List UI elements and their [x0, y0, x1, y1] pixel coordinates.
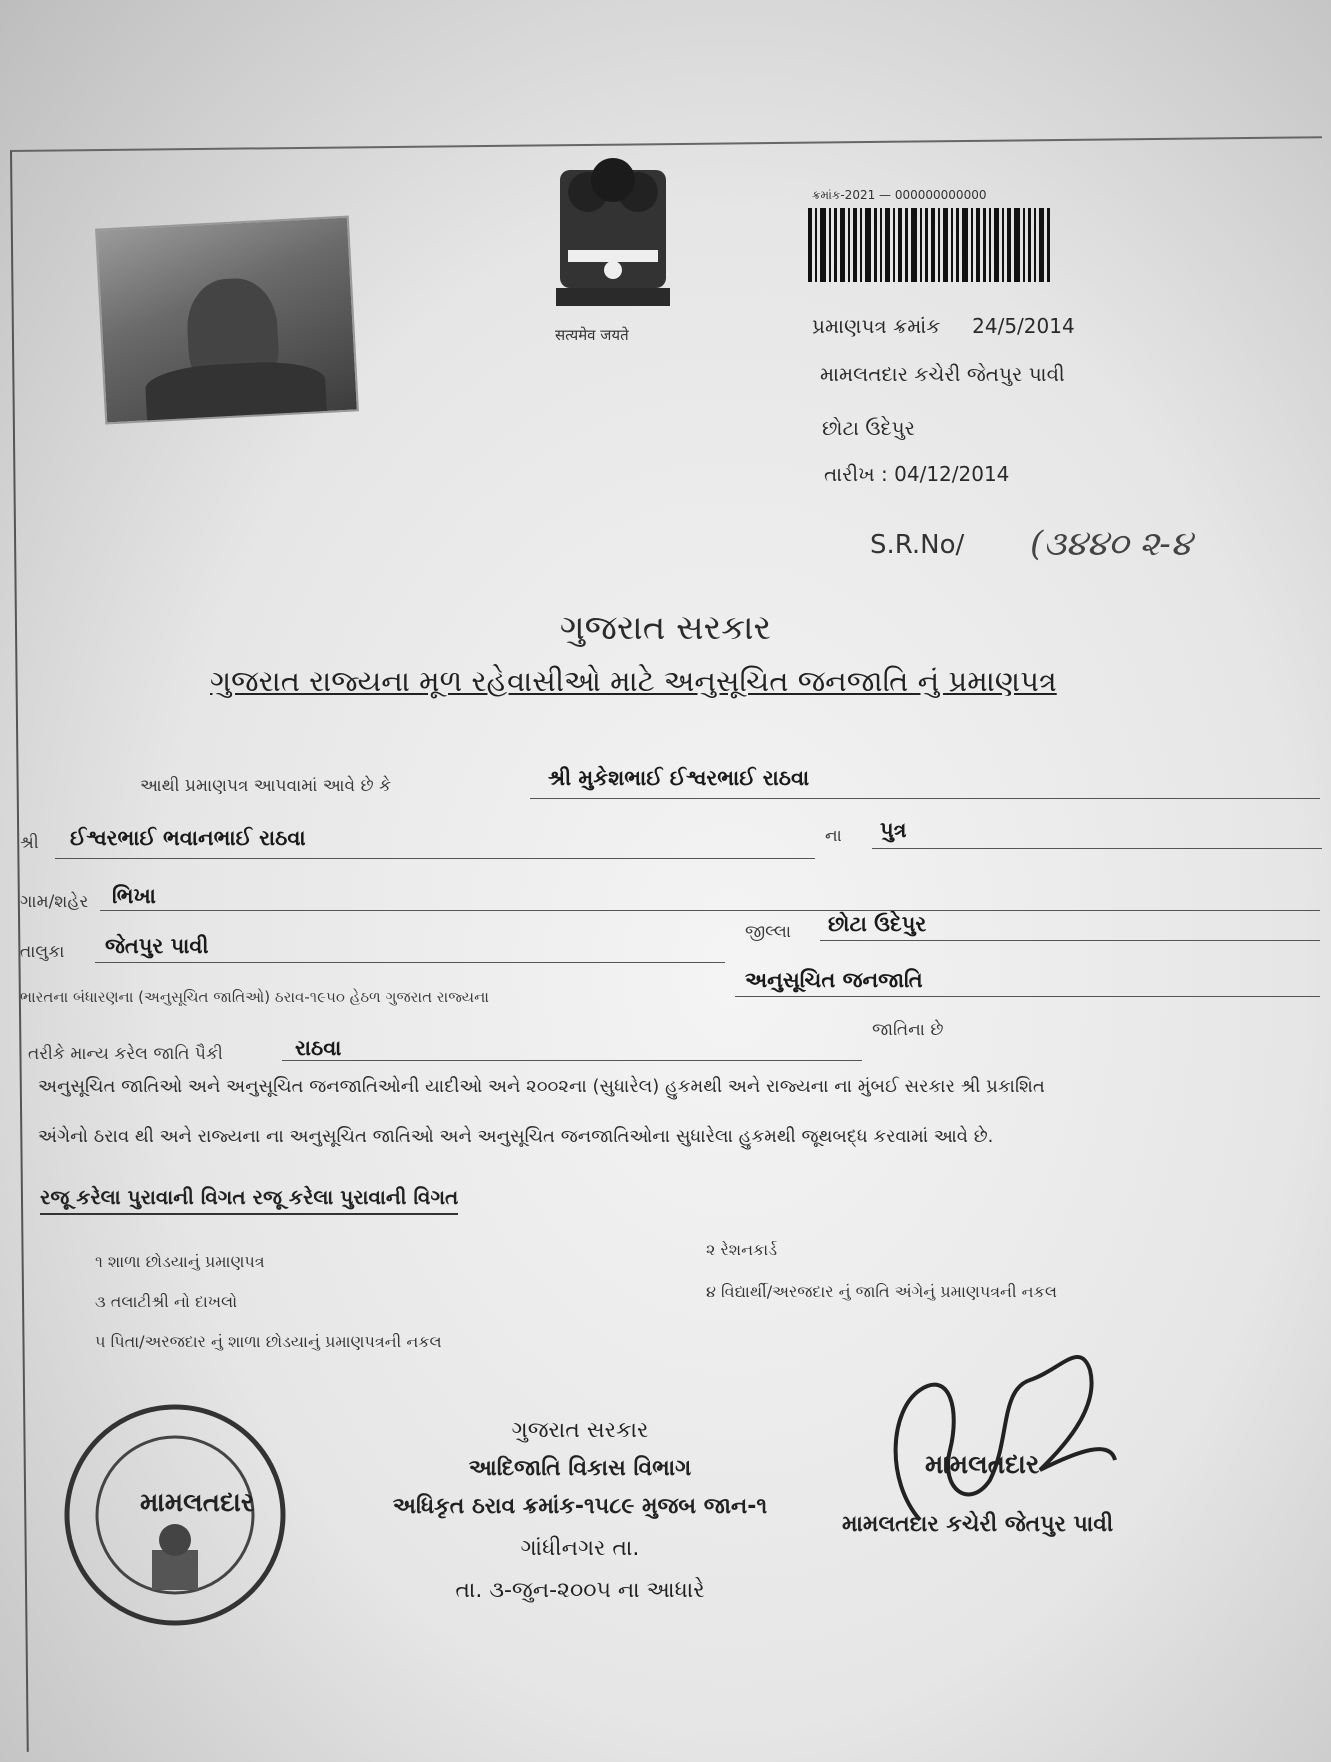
document-item-3: ૩ તલાટીશ્રી નો દાખલો [95, 1292, 238, 1311]
paragraph-line-2: અંગેનો ઠરાવ થી અને રાજ્યના ના અનુસૂચિત જાતિઓ અને અનુસૂચિત જનજાતિઓના સુધારેલા હુકમથી જૂથબદ્ધ કરવામાં આવે છે. [38, 1126, 994, 1147]
office-line-2: આદિજાતિ વિકાસ વિભાગ [468, 1456, 692, 1481]
government-title: ગુજરાત સરકાર [559, 608, 772, 648]
officer-signature [880, 1330, 1120, 1530]
document-item-1: ૧ શાળા છોડયાનું પ્રમાણપત્ર [95, 1252, 265, 1271]
document-item-5: ૫ પિતા/અરજદાર નું શાળા છોડયાનું પ્રમાણપત્રની નકલ [95, 1332, 442, 1351]
tribe: રાઠવા [295, 1036, 342, 1060]
taluka: જેતપુર પાવી [105, 934, 209, 958]
district: છોટા ઉદેપુર [828, 912, 927, 936]
date-value: 04/12/2014 [894, 462, 1010, 486]
order-label: ભારતના બંધારણના (અનુસૂચિત જાતિઓ) ઠરાવ-૧૯૫૦ હેઠળ ગુજરાત રાજ્યના [20, 988, 489, 1006]
shri-label: શ્રી [20, 833, 39, 853]
issue-label: પ્રમાણપત્ર ક્રમાંક [812, 314, 941, 338]
tribe-suffix: જાતિના છે [872, 1020, 944, 1040]
village: ભિખા [112, 884, 156, 908]
office-line: મામલતદાર કચેરી જેતપુર પાવી [820, 362, 1065, 386]
documents-heading: રજૂ કરેલા પુરાવાની વિગત રજૂ કરેલા પુરાવાની વિગત [40, 1185, 458, 1215]
national-emblem-icon [548, 150, 678, 330]
na-label: ના [825, 826, 842, 846]
taluka-label: તાલુકા [20, 942, 65, 962]
barcode-label: ક્રમાંક-2021 — 000000000000 [812, 188, 987, 202]
office-line-5: તા. ૩-જુન-૨૦૦૫ ના આધારે [455, 1578, 705, 1603]
applicant-name: શ્રી મુકેશભાઈ ઈશ્વરભાઈ રાઠવા [548, 766, 810, 790]
document-item-2: ૨ રેશનકાર્ડ [706, 1240, 778, 1259]
sr-no-label: S.R.No/ [870, 530, 965, 560]
document-item-4: ૪ વિદ્યાર્થી/અરજદાર નું જાતિ અંગેનું પ્રમાણપત્રની નકલ [706, 1282, 1057, 1301]
district-line: છોટા ઉદેપુર [822, 416, 915, 440]
tribe-label: તરીકે માન્ય કરેલ જાતિ પૈકી [28, 1044, 223, 1064]
certificate-title: ગુજરાત રાજ્યના મૂળ રહેવાસીઓ માટે અનુસૂચિત જનજાતિ નું પ્રમાણપત્ર [210, 664, 1057, 698]
seal-text: મામલતદાર [140, 1488, 255, 1518]
village-label: ગામ/શહેર [20, 892, 89, 912]
office-line-1: ગુજરાત સરકાર [511, 1418, 649, 1443]
signature-name: મામલતદાર [925, 1450, 1040, 1480]
barcode [808, 208, 1114, 282]
issue-line [812, 314, 1075, 338]
date-line [824, 462, 1009, 486]
father-name: ઈશ્વરભાઈ ભવાનભાઈ રાઠવા [70, 826, 306, 850]
emblem-caption: सत्यमेव जयते [555, 326, 629, 344]
issue-value: 24/5/2014 [972, 314, 1075, 338]
paragraph-line-1: અનુસૂચિત જાતિઓ અને અનુસૂચિત જનજાતિઓની યાદીઓ અને ૨૦૦૨ના (સુધારેલ) હુકમથી અને રાજ્યના ના મુંબઈ સરકાર શ્રી પ્રકાશિત [38, 1076, 1045, 1097]
office-line-4: ગાંધીનગર તા. [520, 1536, 640, 1561]
category: અનુસૂચિત જનજાતિ [745, 968, 923, 992]
office-line-3: અધિકૃત ઠરાવ ક્રમાંક-૧૫૮૯ મુજબ જાન-૧ [392, 1494, 768, 1519]
date-label: તારીખ : [824, 462, 888, 486]
signature-title: મામલતદાર કચેરી જેતપુર પાવી [842, 1512, 1114, 1537]
applicant-photo [95, 215, 359, 424]
certify-label: આથી પ્રમાણપત્ર આપવામાં આવે છે કે [140, 776, 391, 796]
sr-no-value: (૩૪૪૦ ૨-૪ [1030, 524, 1192, 564]
district-label: જીલ્લા [745, 922, 792, 942]
relation: પુત્ર [880, 818, 907, 842]
